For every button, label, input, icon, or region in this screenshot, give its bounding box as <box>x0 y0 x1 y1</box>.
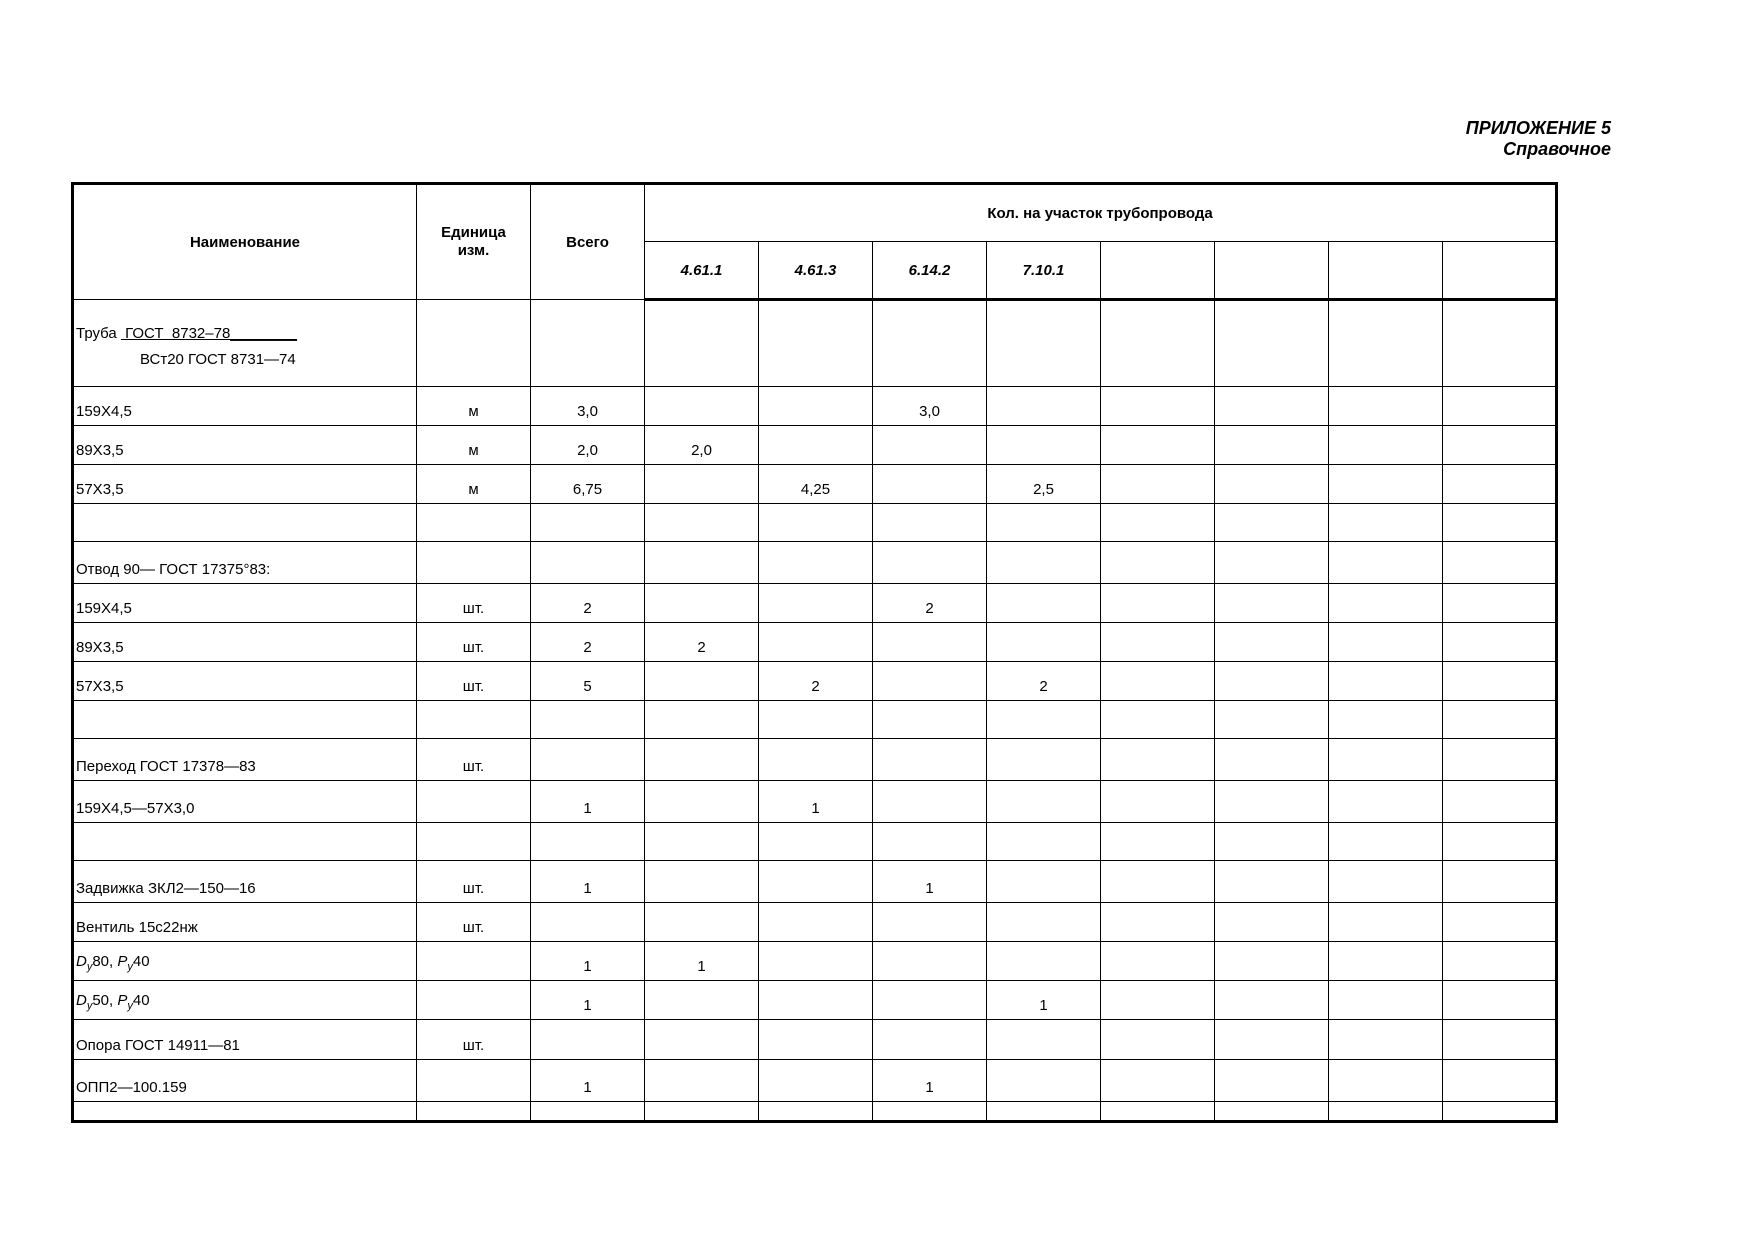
section-qty-cell <box>1101 823 1215 861</box>
section-qty-cell <box>1215 542 1329 584</box>
section-qty-cell <box>987 823 1101 861</box>
section-qty-cell <box>987 1060 1101 1102</box>
unit-cell: шт. <box>417 662 531 701</box>
section-qty-cell <box>645 823 759 861</box>
item-name-cell: 159Х4,5—57Х3,0 <box>73 781 417 823</box>
section-qty-cell <box>873 903 987 942</box>
section-qty-cell <box>759 584 873 623</box>
section-qty-cell <box>759 1060 873 1102</box>
section-qty-cell <box>1329 823 1443 861</box>
section-qty-cell <box>1329 542 1443 584</box>
section-qty-cell <box>1443 1102 1557 1122</box>
section-qty-cell <box>987 542 1101 584</box>
section-qty-cell <box>1329 1102 1443 1122</box>
section-qty-cell <box>759 542 873 584</box>
section-qty-cell <box>873 701 987 739</box>
table-row <box>73 701 1557 739</box>
total-cell: 2 <box>531 623 645 662</box>
header-name: Наименование <box>73 184 417 300</box>
item-name-cell: $D_у50$, $P_у40$ <box>73 981 417 1020</box>
cell-empty <box>531 300 645 387</box>
section-qty-cell <box>759 426 873 465</box>
item-name-cell <box>73 823 417 861</box>
section-qty-cell <box>759 1020 873 1060</box>
total-cell: 2 <box>531 584 645 623</box>
item-name-cell: ОПП2—100.159 <box>73 1060 417 1102</box>
section-qty-cell <box>1101 981 1215 1020</box>
total-cell <box>531 701 645 739</box>
section-qty-cell <box>645 701 759 739</box>
section-qty-cell <box>1215 504 1329 542</box>
section-qty-cell <box>873 1102 987 1122</box>
cell-empty <box>1215 300 1329 387</box>
section-qty-cell <box>1329 903 1443 942</box>
section-qty-cell <box>1101 584 1215 623</box>
section-qty-cell <box>987 861 1101 903</box>
pipe-steel-grade: ВСт20 ГОСТ 8731—74 <box>140 351 296 368</box>
section-qty-cell <box>873 739 987 781</box>
total-cell: 1 <box>531 1060 645 1102</box>
item-name-cell: 57Х3,5 <box>73 662 417 701</box>
diameter-subscript: у <box>86 1000 93 1012</box>
section-qty-cell <box>1329 662 1443 701</box>
specification-table <box>71 182 1558 1123</box>
appendix-title: ПРИЛОЖЕНИЕ 5 <box>1465 118 1611 138</box>
total-cell: 1 <box>531 942 645 981</box>
total-cell <box>531 542 645 584</box>
table-row <box>73 739 1557 781</box>
section-qty-cell <box>645 903 759 942</box>
section-qty-cell <box>1329 465 1443 504</box>
header-section <box>1101 242 1215 300</box>
table-row <box>73 861 1557 903</box>
section-qty-cell <box>1215 701 1329 739</box>
section-qty-cell <box>1443 387 1557 426</box>
section-qty-cell <box>645 662 759 701</box>
unit-cell <box>417 504 531 542</box>
section-qty-cell <box>759 387 873 426</box>
table-row <box>73 1102 1557 1122</box>
diameter-subscript: у <box>86 961 93 973</box>
pressure-subscript: у <box>127 961 133 973</box>
section-qty-cell <box>1215 387 1329 426</box>
pressure-symbol: P <box>117 953 128 970</box>
total-cell: 6,75 <box>531 465 645 504</box>
section-qty-cell: 1 <box>759 781 873 823</box>
pressure-subscript: у <box>127 1000 133 1012</box>
section-qty-cell <box>1329 1060 1443 1102</box>
section-qty-cell <box>1101 701 1215 739</box>
header-section <box>1443 242 1557 300</box>
section-qty-cell <box>1215 584 1329 623</box>
cell-empty <box>645 300 759 387</box>
item-name-cell: 159Х4,5 <box>73 387 417 426</box>
header-section <box>1215 242 1329 300</box>
section-qty-cell <box>1215 623 1329 662</box>
unit-cell: шт. <box>417 584 531 623</box>
section-qty-cell <box>873 623 987 662</box>
section-qty-cell: 2 <box>987 662 1101 701</box>
section-qty-cell <box>645 1102 759 1122</box>
pressure-symbol: P <box>117 992 128 1009</box>
item-name-cell: Вентиль 15с22нж <box>73 903 417 942</box>
section-qty-cell <box>1101 739 1215 781</box>
total-cell: 1 <box>531 861 645 903</box>
section-qty-cell <box>645 387 759 426</box>
cell-empty <box>1101 300 1215 387</box>
unit-cell: шт. <box>417 739 531 781</box>
section-qty-cell <box>1329 981 1443 1020</box>
section-qty-cell <box>873 662 987 701</box>
section-qty-cell <box>1101 623 1215 662</box>
item-name-cell: Опора ГОСТ 14911—81 <box>73 1020 417 1060</box>
section-qty-cell <box>1215 426 1329 465</box>
pressure-value: 40 <box>132 992 150 1009</box>
total-cell: 1 <box>531 781 645 823</box>
section-qty-cell <box>1215 1102 1329 1122</box>
table-row <box>73 300 1557 387</box>
item-name-cell <box>73 504 417 542</box>
section-qty-cell: 2 <box>759 662 873 701</box>
section-qty-cell <box>1443 981 1557 1020</box>
section-qty-cell <box>1101 781 1215 823</box>
section-qty-cell <box>987 942 1101 981</box>
section-qty-cell <box>1215 662 1329 701</box>
section-qty-cell <box>645 1060 759 1102</box>
section-qty-cell <box>1443 465 1557 504</box>
section-qty-cell <box>1443 662 1557 701</box>
section-qty-cell <box>1329 781 1443 823</box>
table-row <box>73 1060 1557 1102</box>
section-qty-cell <box>759 1102 873 1122</box>
section-qty-cell <box>759 942 873 981</box>
header-total: Всего <box>531 184 645 300</box>
section-qty-cell <box>1329 584 1443 623</box>
section-qty-cell <box>645 584 759 623</box>
section-qty-cell: 2,5 <box>987 465 1101 504</box>
total-cell <box>531 504 645 542</box>
section-qty-cell <box>1101 1102 1215 1122</box>
section-qty-cell <box>1443 781 1557 823</box>
section-qty-cell <box>1215 1020 1329 1060</box>
table-row <box>73 504 1557 542</box>
section-qty-cell <box>1329 504 1443 542</box>
unit-cell: шт. <box>417 1020 531 1060</box>
item-name-cell <box>73 1102 417 1122</box>
table-row <box>73 387 1557 426</box>
section-qty-cell <box>1443 542 1557 584</box>
section-qty-cell <box>759 981 873 1020</box>
unit-cell: м <box>417 465 531 504</box>
unit-cell <box>417 823 531 861</box>
unit-cell <box>417 701 531 739</box>
section-qty-cell <box>873 426 987 465</box>
section-qty-cell: 1 <box>645 942 759 981</box>
section-qty-cell <box>1101 1060 1215 1102</box>
section-qty-cell <box>1215 981 1329 1020</box>
section-qty-cell <box>987 623 1101 662</box>
section-qty-cell: 3,0 <box>873 387 987 426</box>
section-qty-cell: 2,0 <box>645 426 759 465</box>
section-qty-cell: 1 <box>873 1060 987 1102</box>
section-qty-cell <box>645 542 759 584</box>
section-qty-cell <box>1101 465 1215 504</box>
unit-cell <box>417 1102 531 1122</box>
section-qty-cell <box>1329 1020 1443 1060</box>
table-row <box>73 942 1557 981</box>
table-row <box>73 542 1557 584</box>
header-section: 4.61.3 <box>759 242 873 300</box>
pipe-spec-cell <box>73 300 417 387</box>
pipe-standard: ГОСТ 8732–78________ <box>120 325 298 342</box>
total-cell: 5 <box>531 662 645 701</box>
section-qty-cell <box>1443 426 1557 465</box>
section-qty-cell <box>759 861 873 903</box>
section-qty-cell <box>987 903 1101 942</box>
section-qty-cell <box>987 781 1101 823</box>
item-name-cell: 89Х3,5 <box>73 623 417 662</box>
diameter-symbol: D <box>76 953 87 970</box>
section-qty-cell <box>759 701 873 739</box>
section-qty-cell <box>1443 739 1557 781</box>
diameter-value: 80 <box>92 953 110 970</box>
nominal-diameter <box>76 992 93 1012</box>
section-qty-cell <box>1215 465 1329 504</box>
total-cell <box>531 903 645 942</box>
unit-cell: шт. <box>417 623 531 662</box>
table-row <box>73 1020 1557 1060</box>
total-cell: 1 <box>531 981 645 1020</box>
table-row <box>73 981 1557 1020</box>
section-qty-cell <box>645 981 759 1020</box>
section-qty-cell <box>1329 426 1443 465</box>
nominal-pressure <box>117 992 133 1012</box>
table-row <box>73 623 1557 662</box>
section-qty-cell <box>1215 903 1329 942</box>
section-qty-cell <box>873 981 987 1020</box>
section-qty-cell <box>645 781 759 823</box>
appendix-header <box>1466 118 1611 160</box>
cell-empty <box>1329 300 1443 387</box>
header-section: 4.61.1 <box>645 242 759 300</box>
section-qty-cell <box>1443 623 1557 662</box>
section-qty-cell <box>645 739 759 781</box>
section-qty-cell <box>873 942 987 981</box>
section-qty-cell: 1 <box>987 981 1101 1020</box>
section-qty-cell <box>1443 701 1557 739</box>
header-unit: Единица изм. <box>417 184 531 300</box>
section-qty-cell <box>873 1020 987 1060</box>
section-qty-cell <box>645 504 759 542</box>
nominal-pressure <box>117 953 133 973</box>
section-qty-cell <box>1215 739 1329 781</box>
table-row <box>73 781 1557 823</box>
table-row <box>73 823 1557 861</box>
section-qty-cell <box>1101 426 1215 465</box>
unit-cell: шт. <box>417 861 531 903</box>
section-qty-cell <box>1443 1020 1557 1060</box>
item-name-cell: 159Х4,5 <box>73 584 417 623</box>
table-row <box>73 903 1557 942</box>
header-section <box>1329 242 1443 300</box>
cell-empty <box>759 300 873 387</box>
section-qty-cell <box>873 542 987 584</box>
section-qty-cell <box>1443 504 1557 542</box>
section-qty-cell <box>1101 387 1215 426</box>
unit-cell <box>417 1060 531 1102</box>
unit-cell: м <box>417 426 531 465</box>
section-qty-cell <box>1443 942 1557 981</box>
table-body <box>73 300 1557 1122</box>
section-qty-cell <box>873 465 987 504</box>
section-qty-cell <box>987 387 1101 426</box>
item-name-cell: Задвижка ЗКЛ2—150—16 <box>73 861 417 903</box>
section-qty-cell: 1 <box>873 861 987 903</box>
item-name-cell: 57Х3,5 <box>73 465 417 504</box>
diameter-symbol: D <box>76 992 87 1009</box>
section-qty-cell <box>1443 861 1557 903</box>
unit-cell <box>417 542 531 584</box>
section-qty-cell <box>759 823 873 861</box>
item-name-cell: 89Х3,5 <box>73 426 417 465</box>
section-qty-cell <box>645 1020 759 1060</box>
table-row <box>73 465 1557 504</box>
pressure-value: 40 <box>132 953 150 970</box>
section-qty-cell <box>645 861 759 903</box>
section-qty-cell <box>1215 861 1329 903</box>
section-qty-cell <box>759 623 873 662</box>
section-qty-cell <box>1329 739 1443 781</box>
total-cell: 3,0 <box>531 387 645 426</box>
unit-cell: шт. <box>417 903 531 942</box>
section-qty-cell <box>873 781 987 823</box>
section-qty-cell <box>759 504 873 542</box>
section-qty-cell <box>759 903 873 942</box>
table-row <box>73 584 1557 623</box>
section-qty-cell <box>1101 662 1215 701</box>
header-sections-group: Кол. на участок трубопровода <box>645 184 1557 242</box>
section-qty-cell <box>987 504 1101 542</box>
section-qty-cell <box>1101 903 1215 942</box>
section-qty-cell <box>1215 942 1329 981</box>
section-qty-cell <box>1215 781 1329 823</box>
header-section: 7.10.1 <box>987 242 1101 300</box>
section-qty-cell <box>1215 823 1329 861</box>
header-section: 6.14.2 <box>873 242 987 300</box>
pipe-prefix: Труба <box>76 325 117 342</box>
cell-empty <box>417 300 531 387</box>
unit-cell <box>417 942 531 981</box>
unit-cell: м <box>417 387 531 426</box>
appendix-subtitle: Справочное <box>1503 139 1611 159</box>
item-name-cell: $D_у80$, $P_у40$ <box>73 942 417 981</box>
section-qty-cell: 2 <box>873 584 987 623</box>
cell-empty <box>1443 300 1557 387</box>
unit-cell <box>417 781 531 823</box>
cell-empty <box>873 300 987 387</box>
section-qty-cell <box>1443 823 1557 861</box>
section-qty-cell <box>1443 903 1557 942</box>
section-qty-cell <box>987 1020 1101 1060</box>
unit-cell <box>417 981 531 1020</box>
section-qty-cell: 2 <box>645 623 759 662</box>
total-cell <box>531 823 645 861</box>
total-cell <box>531 1020 645 1060</box>
section-qty-cell <box>645 465 759 504</box>
section-qty-cell <box>1329 387 1443 426</box>
section-qty-cell <box>873 504 987 542</box>
section-qty-cell <box>1101 861 1215 903</box>
section-qty-cell <box>759 739 873 781</box>
section-qty-cell <box>1101 542 1215 584</box>
section-qty-cell <box>1443 1060 1557 1102</box>
section-qty-cell <box>1215 1060 1329 1102</box>
total-cell <box>531 1102 645 1122</box>
section-qty-cell <box>1329 701 1443 739</box>
table-row <box>73 662 1557 701</box>
item-name-cell: Отвод 90— ГОСТ 17375°83: <box>73 542 417 584</box>
nominal-diameter <box>76 953 93 973</box>
diameter-value: 50 <box>92 992 110 1009</box>
section-qty-cell: 4,25 <box>759 465 873 504</box>
section-qty-cell <box>1329 861 1443 903</box>
section-qty-cell <box>987 584 1101 623</box>
section-qty-cell <box>1329 942 1443 981</box>
section-qty-cell <box>987 739 1101 781</box>
table-row <box>73 426 1557 465</box>
section-qty-cell <box>1329 623 1443 662</box>
total-cell: 2,0 <box>531 426 645 465</box>
section-qty-cell <box>987 701 1101 739</box>
section-qty-cell <box>987 426 1101 465</box>
section-qty-cell <box>1101 1020 1215 1060</box>
item-name-cell <box>73 701 417 739</box>
section-qty-cell <box>873 823 987 861</box>
section-qty-cell <box>987 1102 1101 1122</box>
section-qty-cell <box>1101 504 1215 542</box>
item-name-cell: Переход ГОСТ 17378—83 <box>73 739 417 781</box>
cell-empty <box>987 300 1101 387</box>
section-qty-cell <box>1101 942 1215 981</box>
total-cell <box>531 739 645 781</box>
section-qty-cell <box>1443 584 1557 623</box>
